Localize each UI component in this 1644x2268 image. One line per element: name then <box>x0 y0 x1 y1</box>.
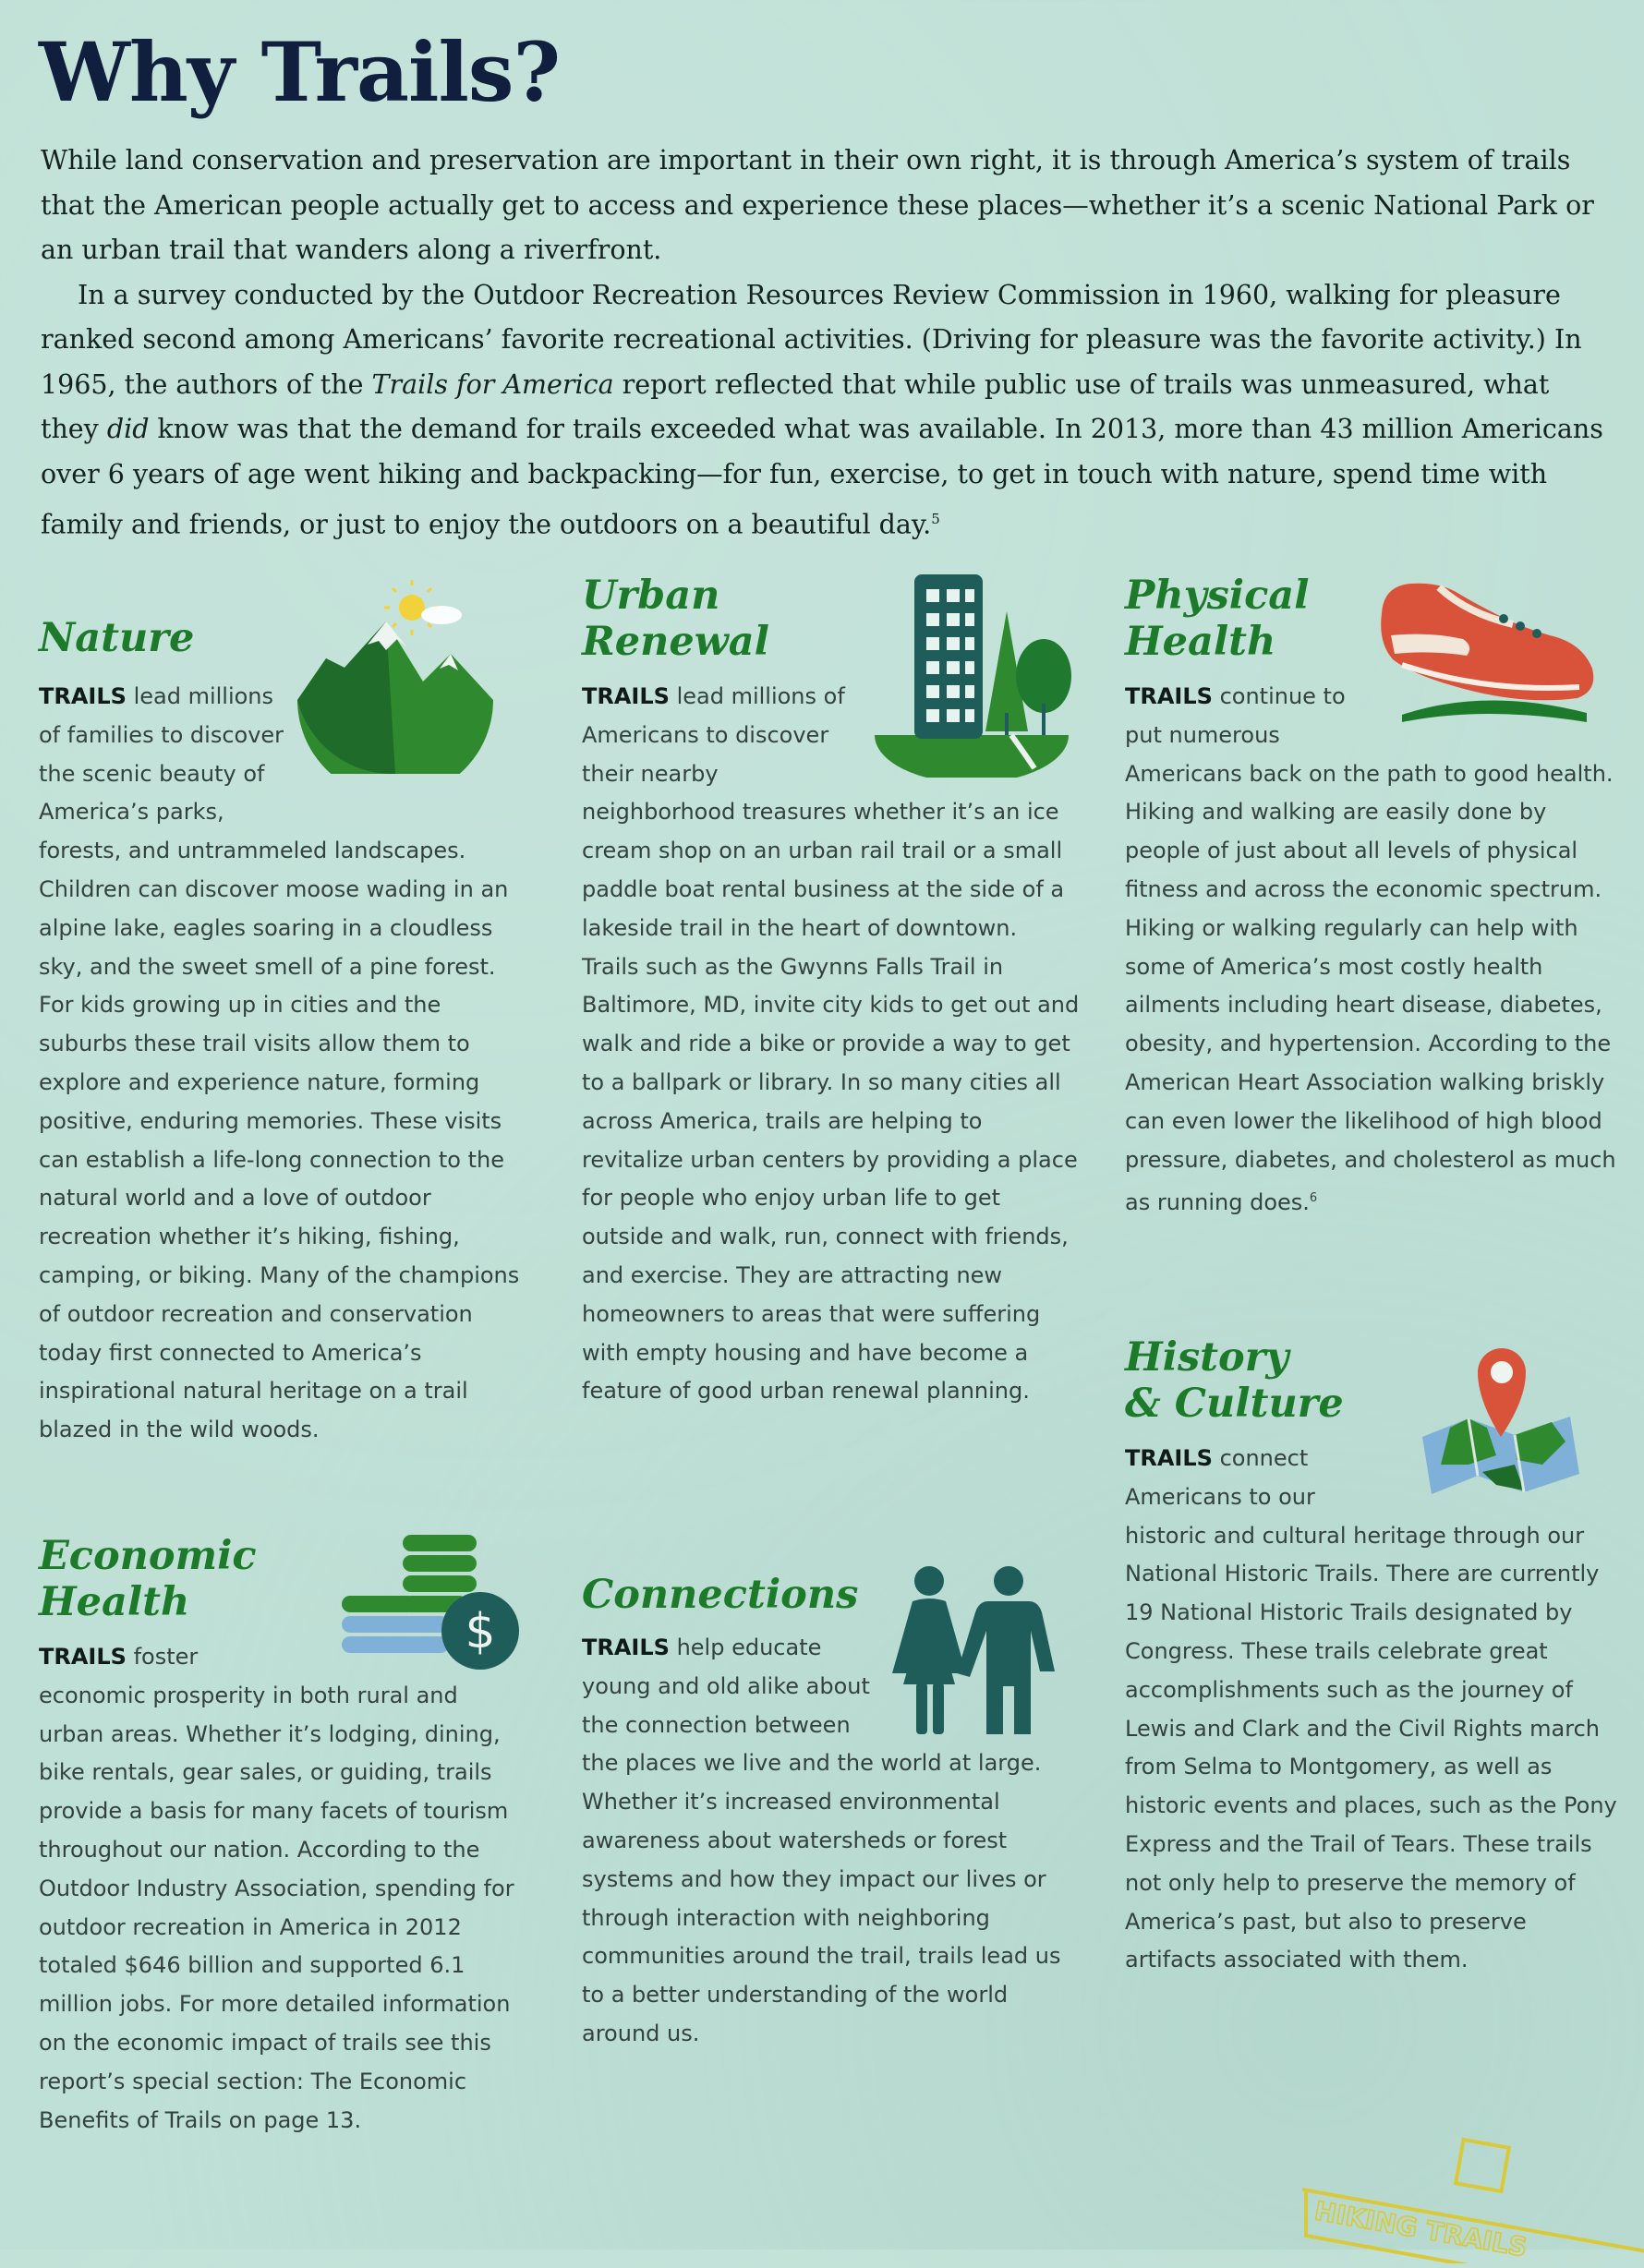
footnote-ref: 6 <box>1309 1191 1318 1206</box>
section-body-nature: TRAILS lead millions of families to discover the scenic beauty of America’s parks, forests, and untrammeled landscapes. Children can discover moose wading in an alpine lake, eagles soaring in a cloudless sky, and the sweet smell of a pine forest. For kids growing up in cities and the suburbs these trail visits allow them to explore and experience nature, forming positive, enduring memories. These visits can establish a life-long connection to the natural world and a love of outdoor recreation whether it’s hiking, fishing, camping, or biking. Many of the champions of outdoor recreation and conservation today first connected to America’s inspirational natural heritage on a trail blazed in the wild woods. <box>39 678 528 1450</box>
map-pin-icon <box>1413 1326 1589 1497</box>
section-body-connections: TRAILS help educate young and old alike about the connection between the places we live and the world at large. Whether it’s increased environmental awareness about watersheds or forest systems and how they impact our lives or through interaction with neighboring communities around the trail, trails lead us to a better understanding of the world around us. <box>582 1629 1081 2054</box>
coins-dollar-icon <box>340 1533 525 1671</box>
stamp-text: HIKING TRAILS <box>1312 2195 1529 2263</box>
intro-text <box>41 139 1611 548</box>
hiking-trails-sign-decoration <box>1293 2134 1644 2268</box>
section-body-economic: TRAILS foster economic prosperity in both rural and urban areas. Whether it’s lodging, dining, bike rentals, gear sales, or guiding, trails provide a basis for many facets of tourism throughout our nation. According to the Outdoor Industry Association, spending for outdoor recreation in America in 2012 totaled $646 billion and supported 6.1 million jobs. For more detailed information on the economic impact of trails see this report’s special section: The Economic Benefits of Trails on page 13. <box>39 1638 528 2140</box>
building-trees-icon <box>873 574 1076 778</box>
section-body-urban: TRAILS lead millions of Americans to discover their nearby neighborhood treasures whether it’s an ice cream shop on an urban rail trail or a small paddle boat rental business at the side of a lakeside trail in the heart of downtown. Trails such as the Gwynns Falls Trail in Baltimore, MD, invite city kids to get out and walk and ride a bike or provide a way to get to a ballpark or library. In so many cities all across America, trails are helping to revitalize urban centers by providing a place for people who enjoy urban life to get outside and walk, run, connect with friends, and exercise. They are attracting new homeowners to areas that were suffering with empty housing and have become a feature of good urban renewal planning. <box>582 678 1081 1411</box>
section-heading-economic: Economic Health <box>39 1533 257 1625</box>
couple-icon <box>885 1562 1060 1738</box>
section-heading-urban: Urban Renewal <box>582 573 769 665</box>
page-title: Why Trails? <box>39 24 561 120</box>
mountain-sun-icon <box>294 580 497 774</box>
section-heading-history: History & Culture <box>1125 1334 1344 1427</box>
dollar-symbol: $ <box>465 1604 496 1659</box>
sneaker-icon <box>1374 576 1605 729</box>
intro-paragraph-1: While land conservation and preservation are important in their own right, it is through America’s system of trails that the American people actually get to access and experience these places—whether it’s a scenic National Park or an urban trail that wanders along a riverfront. <box>41 145 1594 265</box>
section-body-history: TRAILS connect Americans to our historic and cultural heritage through our National Historic Trails. There are currently 19 National Historic Trails designated by Congress. These trails celebrate great accomplishments such as the journey of Lewis and Clark and the Civil Rights march from Selma to Montgomery, as well as historic events and places, such as the Pony Express and the Trail of Tears. These trails not only help to preserve the memory of America’s past, but also to preserve artifacts associated with them. <box>1125 1440 1624 1980</box>
section-heading-connections: Connections <box>582 1572 859 1618</box>
section-heading-physical: Physical Health <box>1125 573 1310 665</box>
section-body-physical: TRAILS continue to put numerous Americans back on the path to good health. Hiking and walking are easily done by people of just about all levels of physical fitness and across the economic spectrum. Hiking or walking regularly can help with some of America’s most costly health ailments including heart disease, diabetes, obesity, and hypertension. According to the American Heart Association walking briskly can even lower the likelihood of high blood pressure, diabetes, and cholesterol as much as running does.$^6$ <box>1125 678 1624 1223</box>
intro-paragraph-2: In a survey conducted by the Outdoor Recreation Resources Review Commission in 1960, walking for pleasure ranked second among Americans’ favorite recreational activities. (Driving for pleasure was the favorite activity.) In 1965, the authors of the Trails for America report reflected that while public use of trails was unmeasured, what they did know was that the demand for trails exceeded what was available. In 2013, more than 43 million Americans over 6 years of age went hiking and backpacking—for fun, exercise, to get in touch with nature, spend time with family and friends, or just to enjoy the outdoors on a beautiful day.$^5$ <box>41 279 1603 540</box>
section-heading-nature: Nature <box>39 615 195 661</box>
footnote-ref: 5 <box>931 511 940 527</box>
